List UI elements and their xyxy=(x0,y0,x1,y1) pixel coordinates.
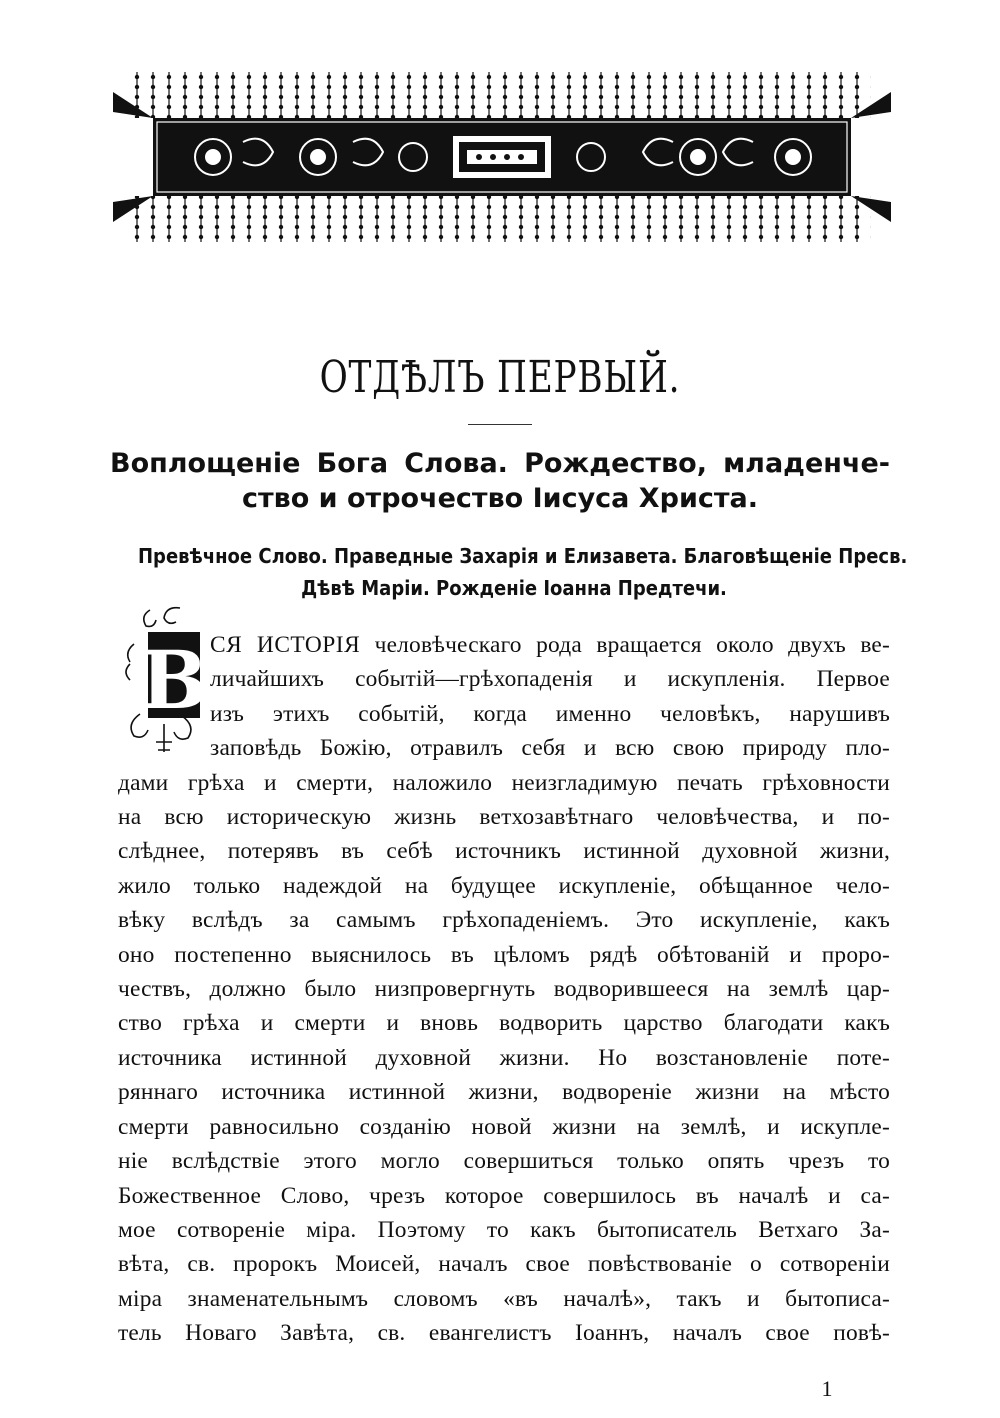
drop-cap-letter: В xyxy=(140,633,208,727)
body-line: жило только надеждой на будущее искупленіе, обѣщанное чело- xyxy=(118,872,890,899)
chapter-title-line: Воплощеніе Бога Слова. Рождество, младенче- xyxy=(110,448,890,479)
chapter-title xyxy=(110,446,890,516)
body-line: на всю историческую жизнь ветхозавѣтнаго человѣчества, и по- xyxy=(118,804,890,831)
ornamental-headpiece xyxy=(113,72,891,242)
summary-line: Превѣчное Слово. Праведные Захарія и Елизавета. Благовѣщеніе Пресв. xyxy=(138,544,908,568)
body-line: мое сотвореніе міра. Поэтому то какъ бытописатель Ветхаго За- xyxy=(118,1216,890,1243)
body-line xyxy=(118,628,890,662)
chapter-summary xyxy=(138,540,908,604)
body-line: дами грѣха и смерти, наложило неизгладимую печать грѣховности xyxy=(118,769,890,796)
body-line: слѣднее, потерявъ въ себѣ источникъ истинной духовной жизни, xyxy=(118,838,890,865)
body-line: ряннаго источника истинной жизни, водвореніе жизни на мѣсто xyxy=(118,1079,890,1106)
body-line: вѣку вслѣдъ за самымъ грѣхопаденіемъ. Это искупленіе, какъ xyxy=(118,907,890,934)
body-line: оно постепенно выяснилось въ цѣломъ рядѣ обѣтованій и проро- xyxy=(118,941,890,968)
title-divider xyxy=(468,424,532,425)
body-line: источника истинной духовной жизни. Но возстановленіе поте- xyxy=(118,1044,890,1071)
body-line: Божественное Слово, чрезъ которое совершилось въ началѣ и са- xyxy=(118,1182,890,1209)
body-line: заповѣдь Божію, отравилъ себя и всю свою природу пло- xyxy=(210,735,890,762)
body-line: ніе вслѣдствіе этого могло совершиться только опять чрезъ то xyxy=(118,1148,890,1175)
section-title: ОТДѢЛЪ ПЕРВЫЙ. xyxy=(319,352,681,403)
body-line: смерти равносильно созданію новой жизни на землѣ, и искупле- xyxy=(118,1113,890,1140)
body-line: тель Новаго Завѣта, св. евангелистъ Іоаннъ, началъ свое повѣ- xyxy=(118,1320,890,1347)
page-number: 1 xyxy=(821,1376,833,1401)
body-line: чествъ, должно было низпровергнуть водворившееся на землѣ цар- xyxy=(118,976,890,1003)
body-line-text: человѣческаго рода вращается около двухъ ве- xyxy=(360,632,890,658)
first-line-caps: СЯ ИСТОРІЯ xyxy=(210,632,361,658)
body-line: изъ этихъ событій, когда именно человѣкъ, нарушивъ xyxy=(210,700,890,727)
body-line: міра знаменательнымъ словомъ «въ началѣ», такъ и бытописа- xyxy=(118,1285,890,1312)
body-text xyxy=(118,628,890,1351)
summary-line: Дѣвѣ Маріи. Рожденіе Іоанна Предтечи. xyxy=(301,576,727,600)
body-line: вѣта, св. пророкъ Моисей, началъ свое повѣствованіе о сотвореніи xyxy=(118,1251,890,1278)
body-line: личайшихъ событій—грѣхопаденія и искупленія. Первое xyxy=(210,666,890,693)
body-line: ство грѣха и смерти и вновь водворить царство благодати какъ xyxy=(118,1010,890,1037)
chapter-title-line: ство и отрочество Іисуса Христа. xyxy=(241,483,758,514)
